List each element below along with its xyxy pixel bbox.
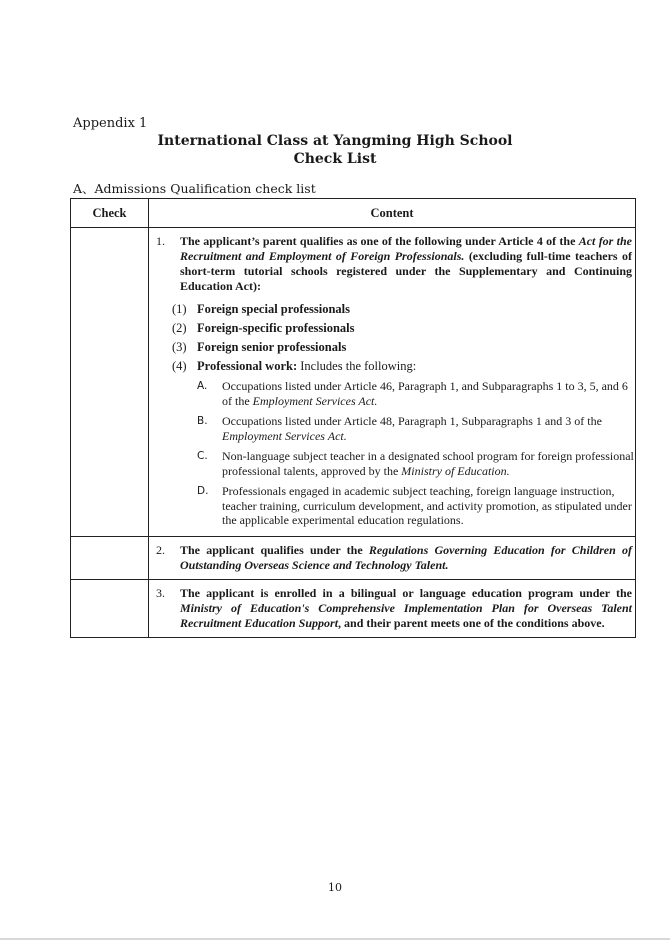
item-text: , and their parent meets one of the conditions above. bbox=[338, 615, 605, 630]
sub-item: (4) Professional work: Includes the following: bbox=[172, 359, 417, 373]
table-header-row bbox=[71, 199, 636, 228]
item-text: (excluding full-time teachers of short-term tutorial schools registered under the Supplementary and Continuing Education Act): bbox=[180, 249, 633, 293]
item-number: 2. bbox=[156, 542, 165, 557]
item-number: 1. bbox=[156, 234, 165, 248]
content-cell-2 bbox=[149, 536, 636, 579]
document-subtitle: Check List bbox=[293, 151, 377, 167]
page-number: 10 bbox=[328, 881, 342, 894]
table-row bbox=[71, 536, 636, 579]
check-cell-2[interactable] bbox=[71, 536, 149, 579]
content-cell-1 bbox=[149, 228, 636, 537]
item-text-italic: Regulations Governing Education for Children of Outstanding Overseas Science and Technology Talent. bbox=[180, 542, 633, 572]
section-heading: A、Admissions Qualification check list bbox=[73, 181, 316, 196]
appendix-label: Appendix 1 bbox=[73, 116, 148, 131]
item-text: The applicant qualifies under the bbox=[180, 542, 369, 557]
table-row bbox=[71, 579, 636, 637]
sub-item: (1) Foreign special professionals bbox=[172, 302, 351, 316]
item-number: 3. bbox=[156, 585, 165, 600]
header-content: Content bbox=[149, 199, 636, 228]
lettered-item: B. Occupations listed under Article 48, Paragraph 1, Subparagraphs 1 and 3 of the Employment Services Act. bbox=[197, 414, 602, 443]
lettered-item: C. Non-language subject teacher in a designated school program for foreign professional professional talents, approved by the Ministry of Education. bbox=[197, 449, 634, 478]
sub-item: (3) Foreign senior professionals bbox=[172, 340, 347, 354]
item-text: The applicant is enrolled in a bilingual or language education program under the bbox=[180, 585, 632, 600]
bottom-rule bbox=[0, 938, 670, 940]
item-text-italic: Ministry of Education's Comprehensive Implementation Plan for Overseas Talent Recruitment Education Support bbox=[180, 600, 632, 630]
checklist-table bbox=[70, 198, 636, 638]
table-row bbox=[71, 228, 636, 537]
lettered-item: A. Occupations listed under Article 46, Paragraph 1, and Subparagraphs 1 to 3, 5, and 6 of the Employment Services Act. bbox=[197, 379, 628, 408]
document-title: International Class at Yangming High School bbox=[157, 133, 513, 149]
check-cell-3[interactable] bbox=[71, 579, 149, 637]
header-check: Check bbox=[71, 199, 149, 228]
item-text-italic: Act for the Recruitment and Employment of Foreign Professionals. bbox=[180, 234, 632, 263]
sub-item: (2) Foreign-specific professionals bbox=[172, 321, 355, 335]
lettered-item: D. Professionals engaged in academic subject teaching, foreign language instruction, teacher training, curriculum development, and activity promotion, as stipulated under the applicable experimental education regulations. bbox=[197, 484, 632, 527]
content-cell-3 bbox=[149, 579, 636, 637]
item-text: The applicant’s parent qualifies as one of the following under Article 4 of the bbox=[180, 234, 579, 248]
check-cell-1[interactable] bbox=[71, 228, 149, 537]
